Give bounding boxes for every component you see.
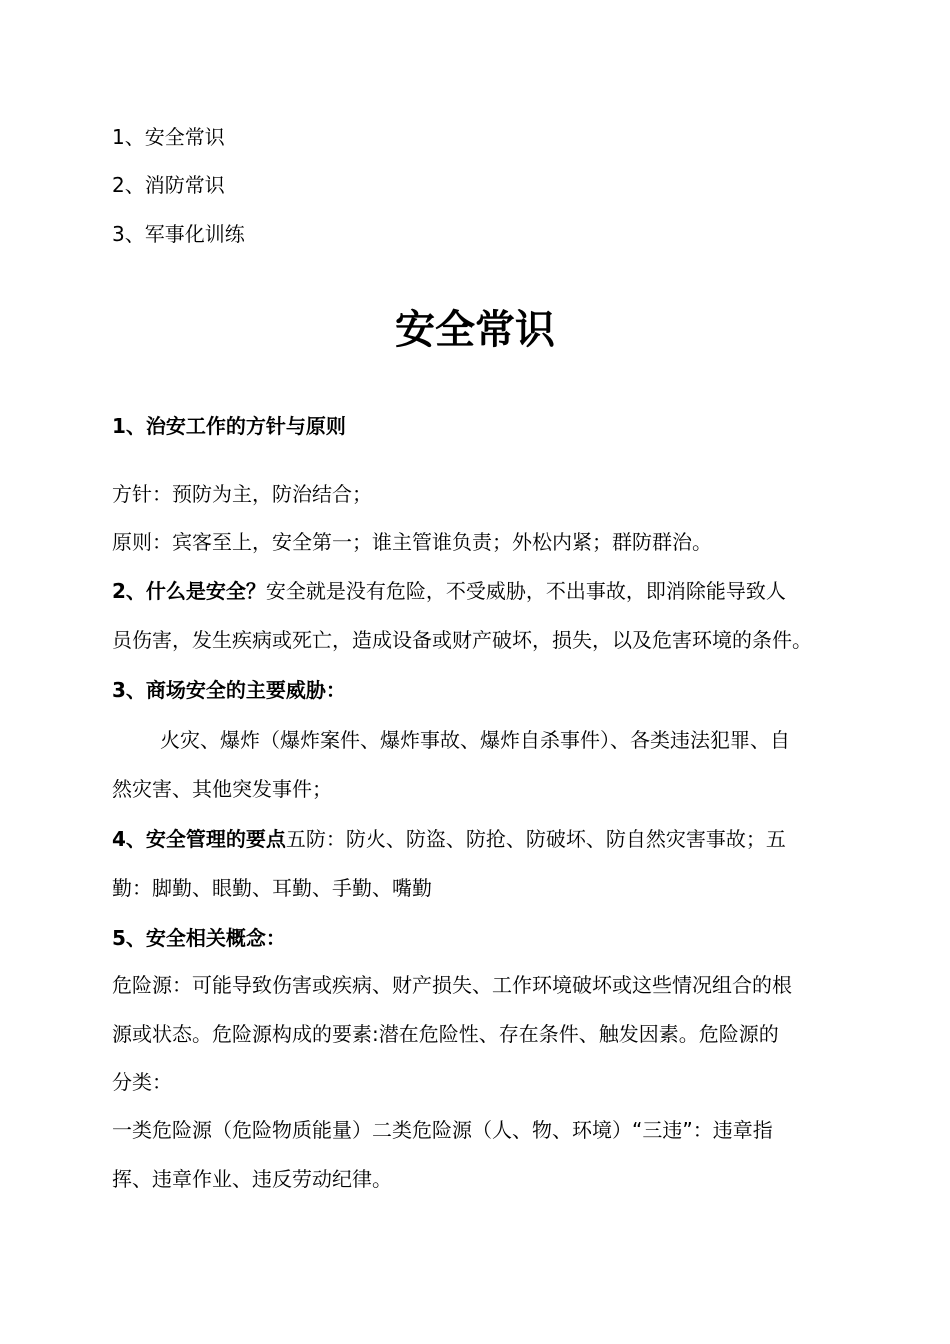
toc-item-2	[112, 172, 225, 198]
section-1-policy: 方针：预防为主，防治结合；	[112, 482, 372, 506]
section-5-line-2: 源或状态。危险源构成的要素:潜在危险性、存在条件、触发因素。危险源的	[112, 1022, 779, 1046]
toc-number: 1、	[112, 125, 145, 149]
section-3-line-2: 然灾害、其他突发事件；	[112, 777, 332, 801]
toc-text: 军事化训练	[144, 222, 245, 246]
section-4-text: 五防：防火、防盗、防抢、防破坏、防自然灾害事故；五	[285, 827, 786, 851]
section-5-line-4: 一类危险源（危险物质能量）二类危险源（人、物、环境）“三违”：违章指	[112, 1118, 773, 1142]
toc-text: 消防常识	[144, 173, 225, 197]
page-title: 安全常识	[395, 307, 555, 353]
section-1-principle: 原则：宾客至上，安全第一；谁主管谁负责；外松内紧；群防群治。	[112, 530, 712, 554]
section-2-line-1	[112, 578, 786, 604]
section-2-text: 安全就是没有危险，不受威胁，不出事故，即消除能导致人	[265, 579, 786, 603]
section-3-line-1: 火灾、爆炸（爆炸案件、爆炸事故、爆炸自杀事件）、各类违法犯罪、自	[160, 728, 790, 752]
toc-text: 安全常识	[144, 125, 225, 149]
section-2-line-2: 员伤害，发生疾病或死亡，造成设备或财产破坏，损失，以及危害环境的条件。	[112, 628, 812, 652]
section-5-heading: 5、安全相关概念：	[112, 926, 286, 950]
section-3-heading: 3、商场安全的主要威胁：	[112, 678, 346, 702]
section-4-line-1	[112, 826, 786, 852]
toc-item-3	[112, 221, 245, 247]
section-1-heading: 1、治安工作的方针与原则	[112, 414, 346, 438]
section-5-line-3: 分类：	[112, 1070, 172, 1094]
toc-item-1	[112, 124, 225, 150]
section-5-line-5: 挥、违章作业、违反劳动纪律。	[112, 1167, 392, 1191]
toc-number: 2、	[112, 173, 145, 197]
toc-number: 3、	[112, 222, 145, 246]
section-4-line-2: 勤：脚勤、眼勤、耳勤、手勤、嘴勤	[112, 876, 432, 900]
section-2-heading: 2、什么是安全？	[112, 579, 266, 603]
section-5-line-1: 危险源：可能导致伤害或疾病、财产损失、工作环境破坏或这些情况组合的根	[112, 973, 792, 997]
section-4-heading: 4、安全管理的要点	[112, 827, 286, 851]
